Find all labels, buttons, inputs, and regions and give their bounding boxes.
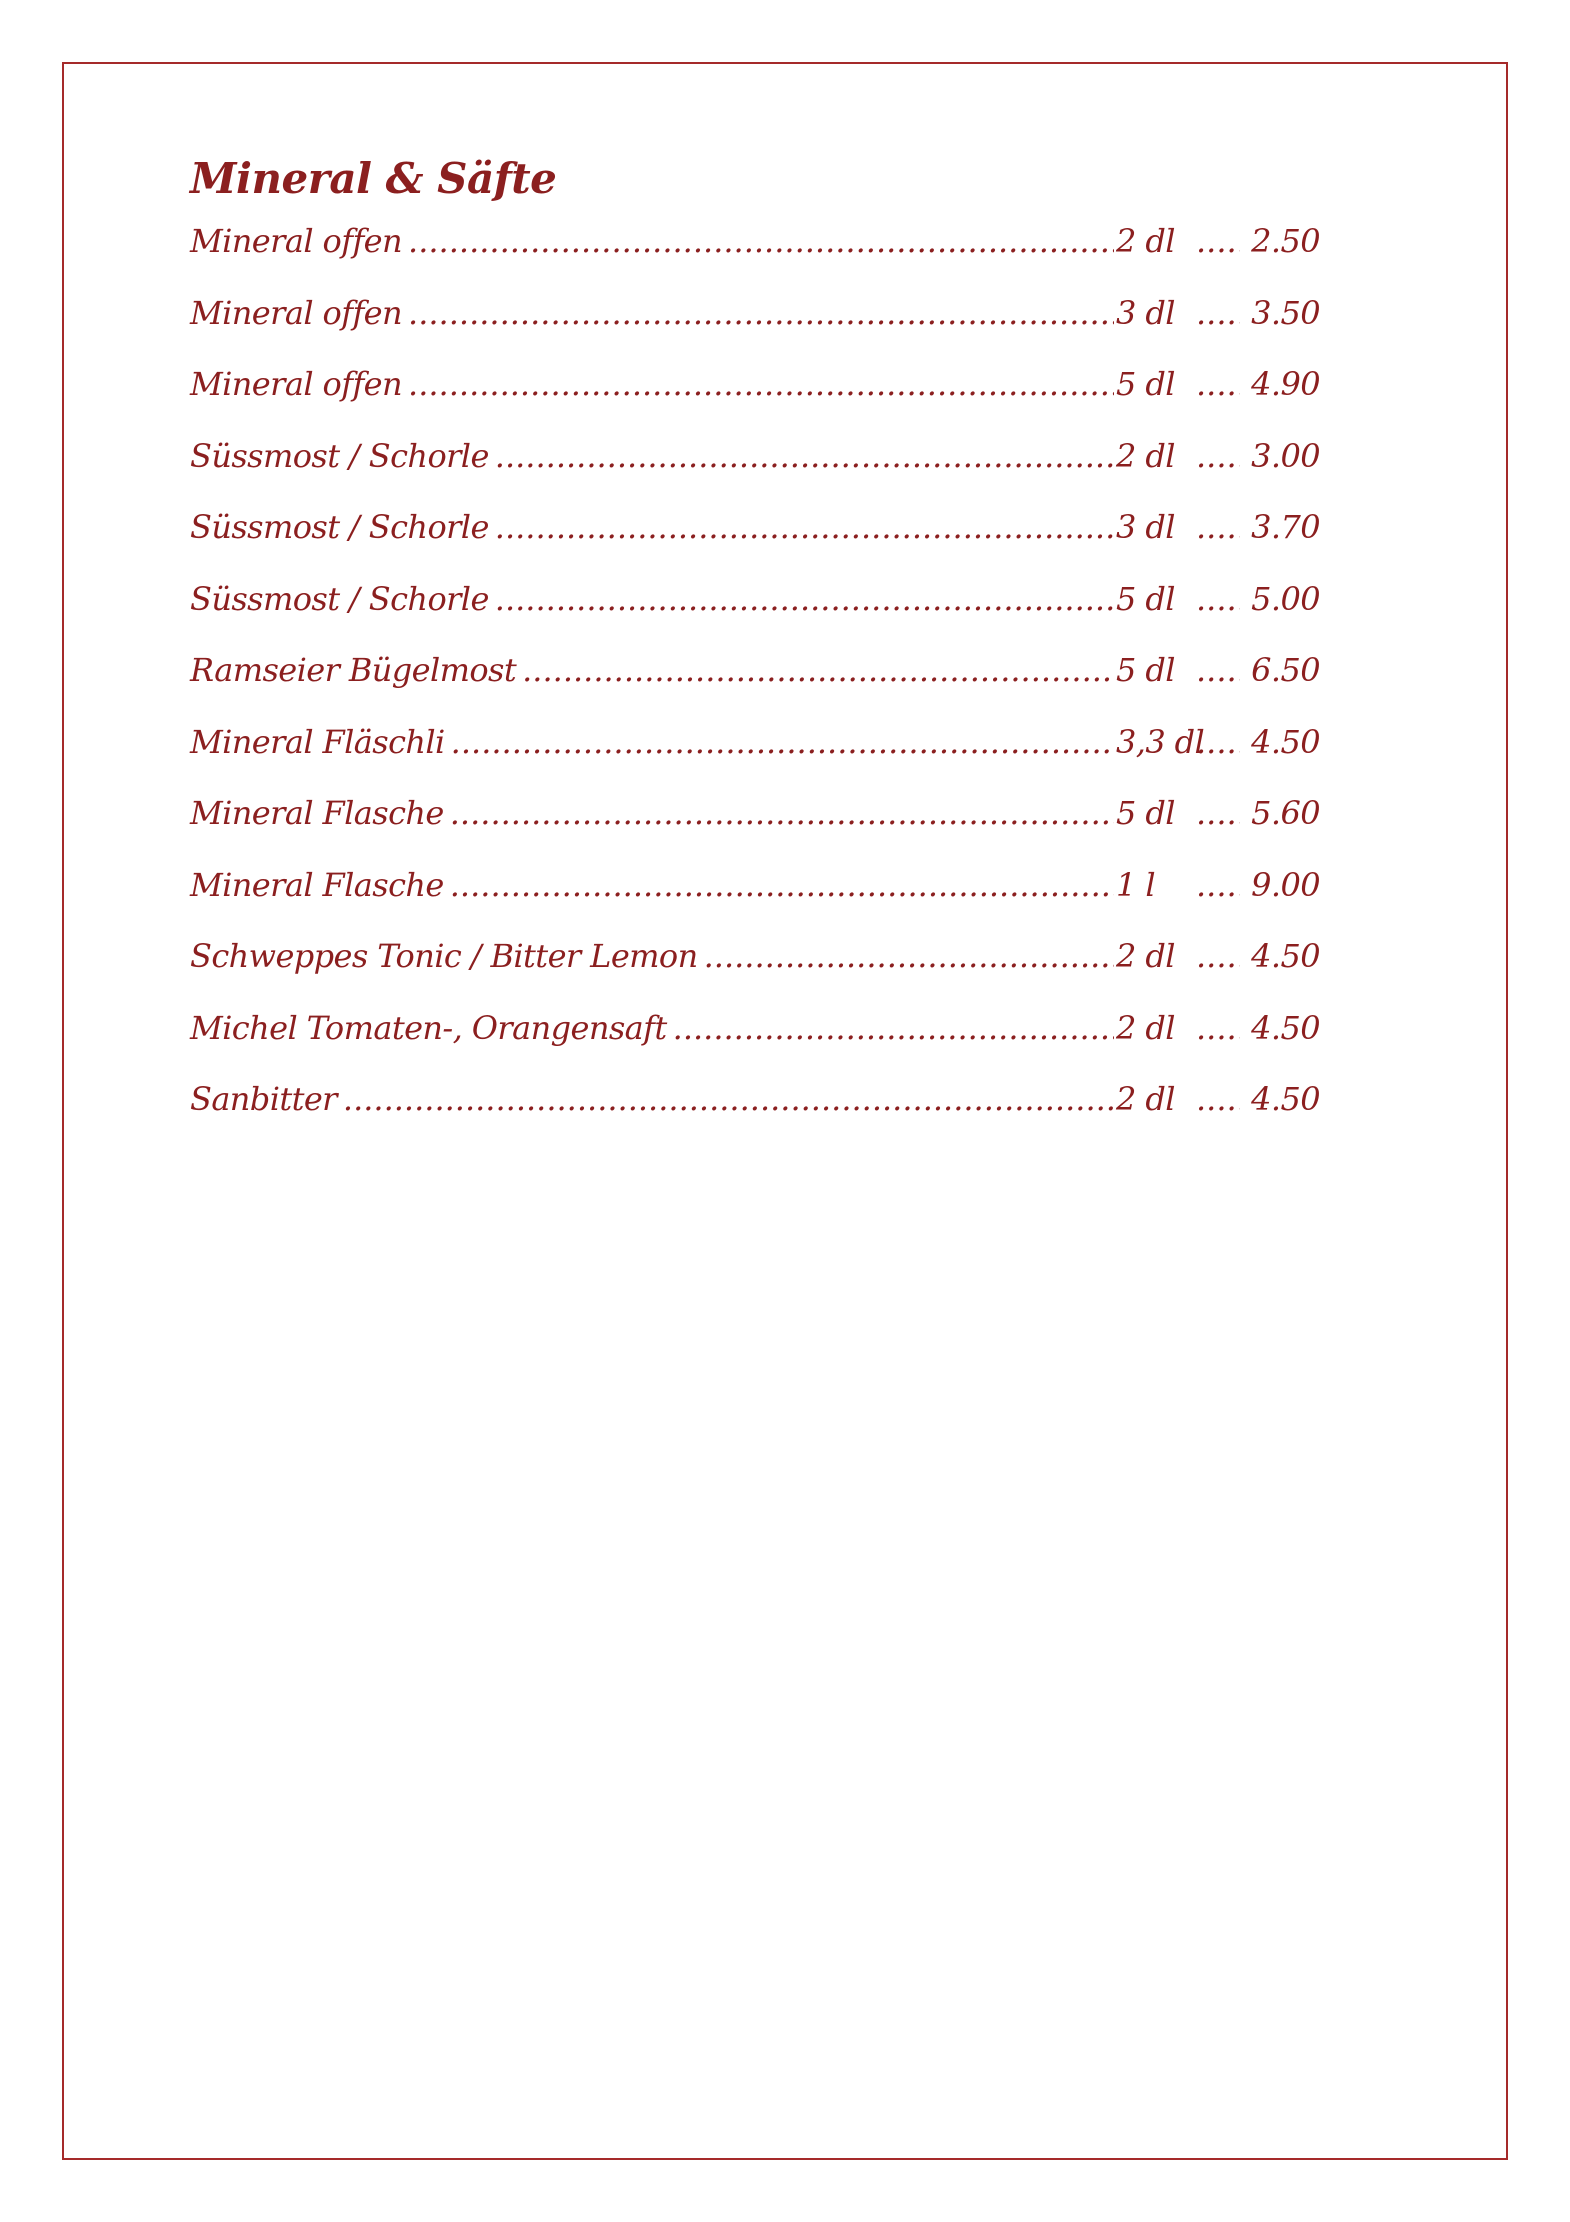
section-title: Mineral & Säfte [190,154,557,203]
item-quantity: 5 dl [1116,365,1175,403]
item-price: 5.60 [1251,794,1320,832]
item-name: Michel Tomaten-, Orangensaft [190,1008,667,1047]
dot-leader [343,1080,1114,1118]
item-price: 9.00 [1251,865,1320,904]
item-name: Mineral Flasche [190,865,444,904]
item-name: Mineral offen [190,222,403,260]
dot-leader [495,508,1114,546]
dot-leader [704,937,1114,975]
dot-leader-short [1196,437,1240,475]
item-quantity: 3 dl [1116,508,1175,546]
menu-item [190,866,1320,938]
dot-leader [450,794,1114,832]
menu-item [190,365,1320,437]
menu-section [190,150,1320,1152]
dot-leader-short [1196,222,1240,260]
menu-item [190,222,1320,294]
menu-item [190,723,1320,795]
item-quantity: 2 dl [1116,937,1175,975]
dot-leader [673,1009,1114,1047]
menu-item [190,437,1320,509]
item-name: Mineral Flasche [190,794,444,832]
dot-leader-short [1196,651,1240,689]
menu-item [190,937,1320,1009]
dot-leader-short [1196,794,1240,832]
menu-item [190,794,1320,866]
menu-item [190,1080,1320,1152]
menu-item [190,580,1320,652]
menu-item [190,1009,1320,1081]
item-quantity: 2 dl [1116,222,1175,260]
item-name: Mineral Fläschli [190,722,445,761]
item-price: 3.70 [1251,508,1320,546]
item-quantity: 3,3 dl [1116,722,1205,761]
menu-item [190,508,1320,580]
dot-leader [408,365,1114,403]
item-price: 3.00 [1251,436,1320,475]
item-price: 2.50 [1251,222,1320,260]
item-price: 4.50 [1251,1008,1320,1047]
dot-leader [408,222,1114,260]
item-quantity: 2 dl [1116,1080,1175,1118]
item-name: Ramseier Bügelmost [190,651,517,689]
item-name: Mineral offen [190,365,403,403]
item-name: Mineral offen [190,293,403,332]
item-quantity: 5 dl [1116,794,1175,832]
dot-leader [495,580,1114,618]
item-price: 3.50 [1251,293,1320,332]
dot-leader [450,866,1114,904]
item-quantity: 2 dl [1116,436,1175,475]
item-price: 4.90 [1251,365,1320,403]
dot-leader [495,437,1114,475]
dot-leader-short [1196,723,1240,761]
menu-item [190,294,1320,366]
dot-leader [408,294,1114,332]
item-name: Süssmost / Schorle [190,579,489,618]
dot-leader-short [1196,937,1240,975]
menu-list [190,222,1320,1152]
item-price: 4.50 [1251,722,1320,761]
dot-leader-short [1196,508,1240,546]
item-price: 4.50 [1251,1080,1320,1118]
dot-leader-short [1196,1009,1240,1047]
item-name: Süssmost / Schorle [190,508,489,546]
item-quantity: 1 l [1116,865,1155,904]
item-name: Süssmost / Schorle [190,436,489,475]
dot-leader-short [1196,580,1240,618]
item-quantity: 5 dl [1116,579,1175,618]
item-name: Schweppes Tonic / Bitter Lemon [190,937,698,975]
item-quantity: 3 dl [1116,293,1175,332]
dot-leader-short [1196,365,1240,403]
item-price: 4.50 [1251,937,1320,975]
item-quantity: 5 dl [1116,651,1175,689]
dot-leader-short [1196,1080,1240,1118]
item-price: 5.00 [1251,579,1320,618]
item-name: Sanbitter [190,1080,337,1118]
dot-leader [451,723,1114,761]
dot-leader-short [1196,294,1240,332]
menu-item [190,651,1320,723]
item-price: 6.50 [1251,651,1320,689]
dot-leader [522,651,1114,689]
dot-leader-short [1196,866,1240,904]
item-quantity: 2 dl [1116,1008,1175,1047]
